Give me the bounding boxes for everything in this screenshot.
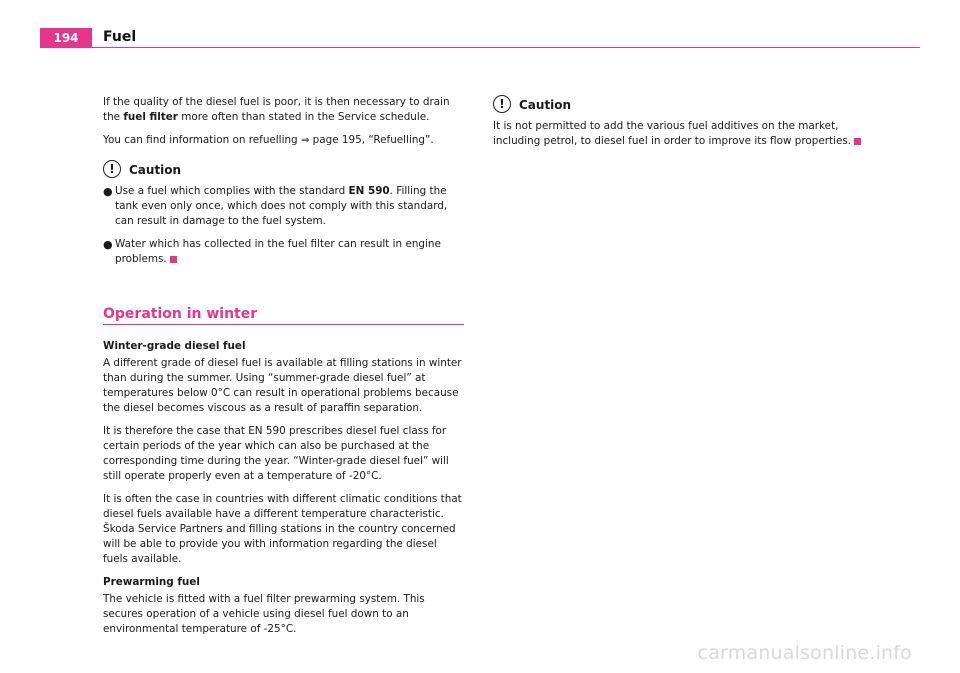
watermark: carmanualsonline.info bbox=[697, 642, 912, 664]
arrow-right-icon: ⇒ bbox=[300, 135, 310, 146]
paragraph: It is often the case in countries with different climatic conditions that diesel fuels available have a different temperature characteristic. Škoda Service Partners and filling stations in the country concerned will be able to provide you with information regarding the diesel fuels available. bbox=[103, 493, 462, 565]
section-title: Operation in winter bbox=[103, 307, 464, 325]
caution-label: Caution bbox=[519, 98, 572, 112]
text-run: Water which has collected in the fuel filter can result in engine problems. bbox=[115, 238, 441, 265]
right-column bbox=[493, 95, 873, 157]
bullet-text bbox=[115, 237, 464, 267]
caution-icon: ! bbox=[103, 160, 121, 178]
bullet-item bbox=[103, 184, 464, 229]
paragraph: A different grade of diesel fuel is available at filling stations in winter than during the summer. Using “summer-grade diesel fuel” at temperatures below 0°C can result in operational problems because the diesel becomes viscous as a result of paraffin separation. bbox=[103, 357, 462, 414]
bold-term: EN 590 bbox=[348, 185, 390, 197]
caution-label: Caution bbox=[129, 163, 182, 177]
page-header bbox=[40, 28, 920, 50]
end-mark-icon bbox=[854, 138, 861, 145]
bold-term: fuel filter bbox=[123, 111, 178, 123]
intro-paragraph-2 bbox=[103, 133, 464, 148]
text-run: more often than stated in the Service schedule. bbox=[177, 111, 430, 123]
bullet-text bbox=[115, 184, 464, 229]
sub-heading-winter-fuel: Winter-grade diesel fuel bbox=[103, 340, 246, 352]
paragraph: The vehicle is fitted with a fuel filter prewarming system. This secures operation of a vehicle using diesel fuel down to an environmental temperature of -25°C. bbox=[103, 593, 425, 635]
bullet-icon: ● bbox=[103, 238, 113, 251]
text-run: . Filling the tank even only once, which does not comply with this standard, can result in damage to the fuel system. bbox=[115, 185, 448, 227]
bullet-item bbox=[103, 237, 464, 267]
left-column bbox=[103, 95, 464, 645]
sub-heading-prewarming: Prewarming fuel bbox=[103, 576, 200, 588]
text-run: You can find information on refuelling bbox=[103, 134, 301, 146]
caution-heading bbox=[103, 160, 464, 178]
caution-text bbox=[493, 119, 873, 149]
caution-icon: ! bbox=[493, 95, 511, 113]
page-number: 194 bbox=[40, 28, 92, 48]
paragraph: It is therefore the case that EN 590 prescribes diesel fuel class for certain periods of the year which can also be purchased at the corresponding time during the year. “Winter-grade diesel fuel” will still operate properly even at a temperature of -20°C. bbox=[103, 425, 449, 482]
caution-heading bbox=[493, 95, 873, 113]
refuelling-link[interactable]: page 195, “Refuelling”. bbox=[309, 134, 434, 146]
text-run: Use a fuel which complies with the standard bbox=[115, 185, 349, 197]
header-rule bbox=[40, 47, 920, 48]
bullet-icon: ● bbox=[103, 185, 113, 198]
chapter-title: Fuel bbox=[103, 29, 137, 45]
text-run: It is not permitted to add the various fuel additives on the market, including petrol, to diesel fuel in order to improve its flow properties. bbox=[493, 120, 852, 147]
end-mark-icon bbox=[170, 256, 177, 263]
text-run: If the quality of the diesel fuel is poor, it is then necessary to drain the bbox=[103, 96, 450, 123]
intro-paragraph-1 bbox=[103, 95, 464, 125]
